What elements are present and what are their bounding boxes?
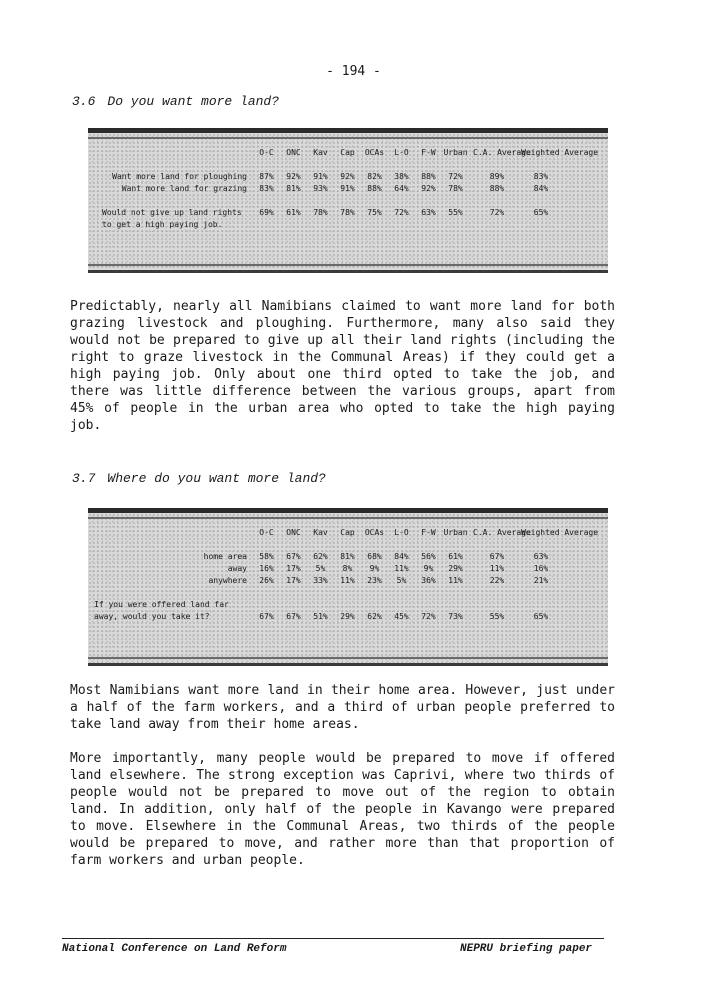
table-cell: 16% bbox=[533, 564, 549, 573]
table-cell: 75% bbox=[367, 208, 382, 217]
col-header: Weighted Average bbox=[521, 148, 599, 157]
table-row bbox=[88, 183, 608, 195]
table-cell: 78% bbox=[340, 208, 355, 217]
table-cell: 5% bbox=[396, 576, 407, 585]
table-more-land bbox=[88, 128, 608, 273]
table-cell: 81% bbox=[286, 184, 301, 193]
table-cell: 11% bbox=[489, 564, 505, 573]
col-header: Kav bbox=[313, 528, 328, 537]
table-cell: 51% bbox=[313, 612, 328, 621]
table-cell: 11% bbox=[340, 576, 355, 585]
table-cell: 67% bbox=[489, 552, 505, 561]
col-header: F-W bbox=[421, 148, 436, 157]
col-header: Kav bbox=[313, 148, 328, 157]
row-label: If you were offered land far away, would you take it? bbox=[94, 600, 229, 621]
col-header: Cap bbox=[340, 528, 355, 537]
table-cell: 78% bbox=[448, 184, 463, 193]
paragraph-2 bbox=[70, 682, 615, 733]
table-cell: 67% bbox=[286, 612, 301, 621]
table-cell: 55% bbox=[448, 208, 463, 217]
col-header: C.A. Average bbox=[473, 528, 531, 537]
col-header: Urban bbox=[443, 148, 468, 157]
col-header: C.A. Average bbox=[473, 148, 531, 157]
col-header: Urban bbox=[443, 528, 468, 537]
table-cell: 88% bbox=[489, 184, 505, 193]
table-cell: 5% bbox=[315, 564, 326, 573]
table-header-row bbox=[88, 147, 608, 159]
table-cell: 84% bbox=[394, 552, 409, 561]
row-label: Want more land for ploughing bbox=[112, 172, 247, 181]
table-cell: 33% bbox=[313, 576, 328, 585]
table-header-row bbox=[88, 527, 608, 539]
row-label: away bbox=[227, 564, 247, 573]
table-cell: 81% bbox=[340, 552, 355, 561]
table-row bbox=[88, 207, 608, 231]
col-header: L-O bbox=[394, 528, 409, 537]
table-cell: 58% bbox=[259, 552, 274, 561]
table-cell: 92% bbox=[340, 172, 355, 181]
table-cell: 23% bbox=[367, 576, 382, 585]
table-where-land bbox=[88, 508, 608, 666]
row-label: anywhere bbox=[208, 576, 247, 585]
table-cell: 63% bbox=[533, 552, 549, 561]
section-heading-3-7 bbox=[72, 471, 326, 486]
table-cell: 38% bbox=[394, 172, 409, 181]
table-cell: 56% bbox=[421, 552, 436, 561]
table-cell: 72% bbox=[448, 172, 463, 181]
table-cell: 91% bbox=[313, 172, 328, 181]
row-label: Would not give up land rights to get a high paying job. bbox=[102, 208, 242, 229]
section-title: Where do you want more land? bbox=[107, 471, 326, 486]
table-grid bbox=[88, 147, 608, 231]
table-cell: 88% bbox=[367, 184, 382, 193]
paragraph-text: Most Namibians want more land in their home area. However, just under a half of the farm workers, and a third of urban people preferred to take land away from their home areas. bbox=[70, 683, 615, 732]
table-row bbox=[88, 563, 608, 575]
table-row bbox=[88, 551, 608, 563]
footer-conference: National Conference on Land Reform bbox=[62, 943, 287, 955]
section-heading-3-6 bbox=[72, 94, 279, 109]
table-cell: 87% bbox=[259, 172, 274, 181]
table-cell: 92% bbox=[421, 184, 436, 193]
footer-divider bbox=[62, 938, 604, 939]
table-cell: 63% bbox=[421, 208, 436, 217]
table-cell: 17% bbox=[286, 576, 301, 585]
paragraph-text: More importantly, many people would be prepared to move if offered land elsewhere. The strong exception was Caprivi, where two thirds of people would not be prepared to move out of the region to obtain land. In addition, only half of the people in Kavango were prepared to move. Elsewhere in the Communal Areas, two thirds of the people would be prepared to move, and rather more than that proportion of farm workers and urban people. bbox=[70, 751, 615, 868]
table-grid bbox=[88, 527, 608, 623]
paragraph-1 bbox=[70, 298, 615, 434]
table-cell: 93% bbox=[313, 184, 328, 193]
table-cell: 21% bbox=[533, 576, 549, 585]
table-cell: 9% bbox=[423, 564, 434, 573]
table-cell: 8% bbox=[342, 564, 353, 573]
table-cell: 78% bbox=[313, 208, 328, 217]
table-cell: 26% bbox=[259, 576, 274, 585]
col-header: ONC bbox=[286, 528, 301, 537]
table-cell: 29% bbox=[448, 564, 463, 573]
row-label: home area bbox=[203, 552, 247, 561]
table-row bbox=[88, 575, 608, 587]
table-cell: 84% bbox=[533, 184, 549, 193]
col-header: Weighted Average bbox=[521, 528, 599, 537]
table-row bbox=[88, 599, 608, 623]
table-cell: 72% bbox=[489, 208, 505, 217]
paragraph-3 bbox=[70, 750, 615, 869]
table-cell: 73% bbox=[448, 612, 463, 621]
table-cell: 67% bbox=[286, 552, 301, 561]
table-cell: 17% bbox=[286, 564, 301, 573]
table-cell: 45% bbox=[394, 612, 409, 621]
table-cell: 62% bbox=[313, 552, 328, 561]
table-cell: 83% bbox=[259, 184, 274, 193]
section-title: Do you want more land? bbox=[107, 94, 280, 109]
page-number: - 194 - bbox=[326, 64, 381, 79]
table-cell: 91% bbox=[340, 184, 355, 193]
col-header: OCAs bbox=[364, 528, 385, 537]
col-header: F-W bbox=[421, 528, 436, 537]
col-header: O-C bbox=[259, 148, 274, 157]
col-header: ONC bbox=[286, 148, 301, 157]
table-cell: 69% bbox=[259, 208, 274, 217]
table-row bbox=[88, 171, 608, 183]
table-cell: 61% bbox=[448, 552, 463, 561]
table-cell: 65% bbox=[533, 612, 549, 621]
table-cell: 72% bbox=[394, 208, 409, 217]
col-header: Cap bbox=[340, 148, 355, 157]
col-header: O-C bbox=[259, 528, 274, 537]
col-header: L-O bbox=[394, 148, 409, 157]
table-cell: 89% bbox=[489, 172, 505, 181]
table-cell: 62% bbox=[367, 612, 382, 621]
col-header: OCAs bbox=[364, 148, 385, 157]
section-number: 3.6 bbox=[72, 94, 96, 109]
footer-publisher: NEPRU briefing paper bbox=[460, 943, 593, 955]
table-cell: 36% bbox=[421, 576, 436, 585]
table-cell: 11% bbox=[448, 576, 463, 585]
section-number: 3.7 bbox=[72, 471, 96, 486]
row-label: Want more land for grazing bbox=[121, 184, 247, 193]
table-cell: 88% bbox=[421, 172, 436, 181]
paragraph-text: Predictably, nearly all Namibians claimed to want more land for both grazing livestock and ploughing. Furthermore, many also said they would not be prepared to give up all their land rights (including the right to graze livestock in the Communal Areas) if they could get a high paying job. Only about one third opted to take the job, and there was little difference between the various groups, apart from 45% of people in the urban area who opted to take the high paying job. bbox=[70, 299, 615, 433]
table-cell: 67% bbox=[259, 612, 274, 621]
table-cell: 65% bbox=[533, 208, 549, 217]
table-cell: 61% bbox=[286, 208, 301, 217]
table-cell: 92% bbox=[286, 172, 301, 181]
table-cell: 22% bbox=[489, 576, 505, 585]
table-cell: 68% bbox=[367, 552, 382, 561]
table-cell: 82% bbox=[367, 172, 382, 181]
table-cell: 11% bbox=[394, 564, 409, 573]
table-cell: 29% bbox=[340, 612, 355, 621]
table-cell: 55% bbox=[489, 612, 505, 621]
table-cell: 83% bbox=[533, 172, 549, 181]
table-cell: 16% bbox=[259, 564, 274, 573]
table-cell: 64% bbox=[394, 184, 409, 193]
table-cell: 72% bbox=[421, 612, 436, 621]
table-cell: 9% bbox=[369, 564, 380, 573]
